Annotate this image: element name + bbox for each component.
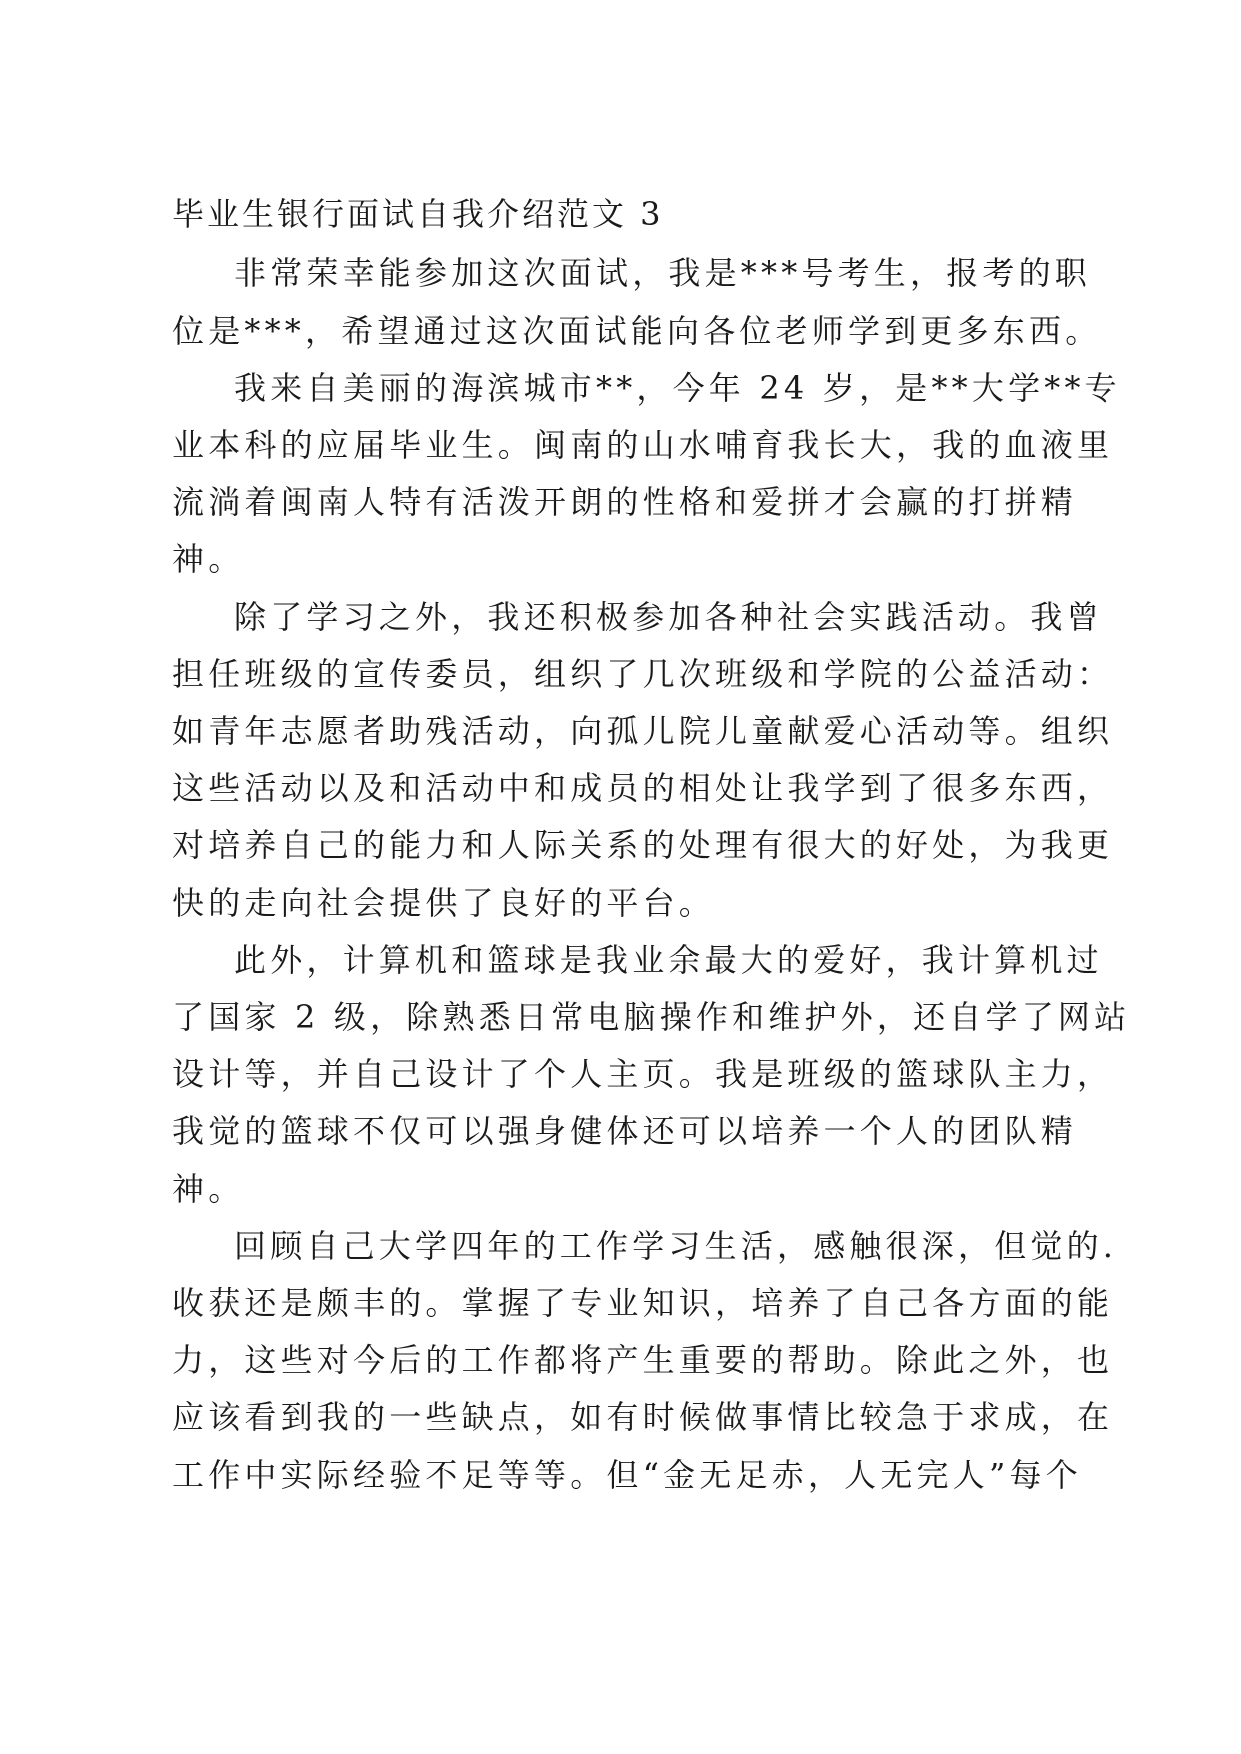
text-line: 神。	[172, 540, 245, 578]
text-line: 了国家 2 级，除熟悉日常电脑操作和维护外，还自学了网站	[172, 998, 1131, 1036]
text-line: 力，这些对今后的工作都将产生重要的帮助。除此之外，也	[172, 1341, 1114, 1379]
document-title: 毕业生银行面试自我介绍范文 3	[172, 195, 664, 233]
text-line: 回顾自己大学四年的工作学习生活，感触很深，但觉的.	[234, 1227, 1118, 1265]
text-line: 神。	[172, 1170, 245, 1208]
text-line: 流淌着闽南人特有活泼开朗的性格和爱拼才会赢的打拼精	[172, 483, 1078, 521]
text-line: 我觉的篮球不仅可以强身健体还可以培养一个人的团队精	[172, 1112, 1078, 1150]
text-line: 应该看到我的一些缺点，如有时候做事情比较急于求成，在	[172, 1398, 1114, 1436]
text-line: 对培养自己的能力和人际关系的处理有很大的好处，为我更	[172, 826, 1114, 864]
text-line: 担任班级的宣传委员，组织了几次班级和学院的公益活动：	[172, 655, 1114, 693]
text-line: 设计等，并自己设计了个人主页。我是班级的篮球队主力，	[172, 1055, 1114, 1093]
text-line: 我来自美丽的海滨城市**，今年 24 岁，是**大学**专	[234, 369, 1121, 407]
text-line: 非常荣幸能参加这次面试，我是***号考生，报考的职	[234, 254, 1092, 292]
text-line: 除了学习之外，我还积极参加各种社会实践活动。我曾	[234, 598, 1103, 636]
text-line: 如青年志愿者助残活动，向孤儿院儿童献爱心活动等。组织	[172, 712, 1114, 750]
text-line: 这些活动以及和活动中和成员的相处让我学到了很多东西，	[172, 769, 1114, 807]
text-line: 业本科的应届毕业生。闽南的山水哺育我长大，我的血液里	[172, 426, 1114, 464]
text-line: 工作中实际经验不足等等。但“金无足赤，人无完人”每个	[172, 1456, 1082, 1494]
text-line: 位是***，希望通过这次面试能向各位老师学到更多东西。	[172, 312, 1102, 350]
text-line: 快的走向社会提供了良好的平台。	[172, 884, 716, 922]
text-line: 收获还是颇丰的。掌握了专业知识，培养了自己各方面的能	[172, 1284, 1114, 1322]
text-line: 此外，计算机和篮球是我业余最大的爱好，我计算机过	[234, 941, 1103, 979]
